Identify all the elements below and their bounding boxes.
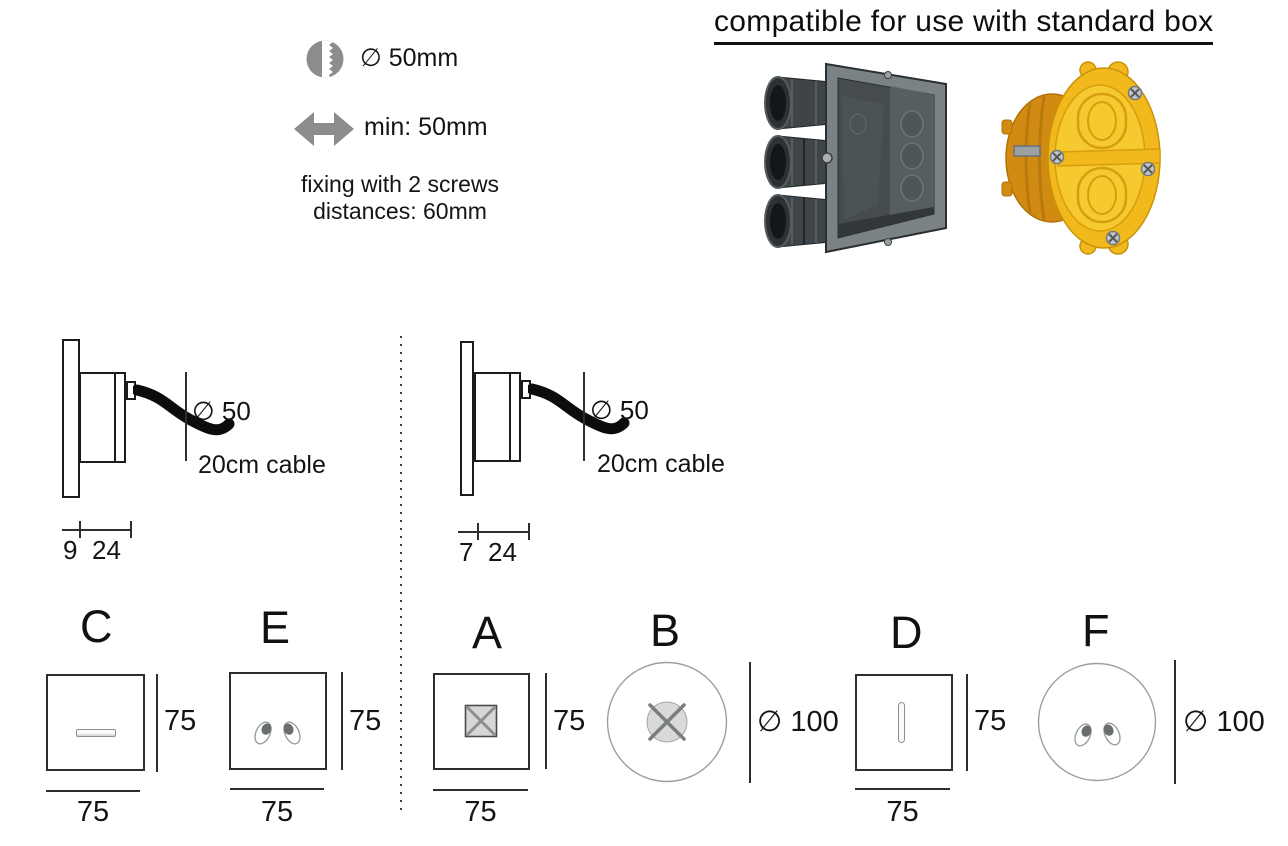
diameter-reference-line (185, 372, 187, 461)
diameter-label: ∅ 50 (192, 396, 251, 426)
width-value: 75 (886, 796, 919, 828)
width-dimension-line (855, 788, 950, 790)
hole-saw-icon (306, 40, 344, 78)
height-value: 75 (553, 705, 586, 737)
body-depth-value: 24 (92, 535, 121, 565)
model-letter: B (650, 605, 681, 656)
diameter-label: ∅ 50 (590, 395, 649, 425)
fixing-note-line1: fixing with 2 screws (300, 171, 500, 197)
faceplate-profile (62, 339, 80, 498)
dimension-tick (528, 523, 530, 540)
model-letter: F (1082, 605, 1110, 656)
depth-dimension-line (62, 529, 132, 531)
front-face-circle (1037, 662, 1157, 782)
height-value: 75 (974, 705, 1007, 737)
diameter-value: ∅ 100 (757, 706, 839, 738)
width-value: 75 (76, 796, 110, 828)
width-value: 75 (260, 796, 294, 828)
width-dimension-line (46, 790, 140, 792)
body-inner-edge-line (509, 374, 511, 460)
width-value: 75 (464, 796, 497, 828)
dimension-tick (130, 521, 132, 538)
min-depth-label: min: 50mm (364, 113, 488, 141)
center-cross-square (464, 704, 498, 738)
cable-length-label: 20cm cable (597, 450, 725, 478)
height-value: 75 (164, 705, 197, 737)
body-profile (474, 372, 521, 462)
led-eyes (251, 716, 305, 750)
fixing-note-line2: distances: 60mm (313, 198, 487, 224)
body-depth-value: 24 (488, 537, 517, 567)
dimension-tick (79, 521, 81, 538)
model-letter: E (260, 602, 291, 653)
body-inner-edge-line (114, 374, 116, 461)
height-dimension-line (156, 674, 158, 772)
depth-arrow-icon (294, 110, 354, 148)
dimension-tick (477, 523, 479, 540)
diameter-reference-line (583, 372, 585, 461)
diameter-value: ∅ 100 (1183, 706, 1265, 738)
body-profile (79, 372, 126, 463)
hole-diameter-label: ∅ 50mm (360, 44, 459, 72)
yellow-round-box-photo (1000, 60, 1186, 256)
grey-flush-box-photo (758, 54, 954, 260)
height-value: 75 (349, 705, 382, 737)
height-dimension-line (341, 672, 343, 770)
height-dimension-line (966, 674, 968, 771)
plate-depth-value: 9 (63, 535, 78, 565)
front-face-square (46, 674, 145, 771)
depth-dimension-line (458, 531, 530, 533)
front-face-circle (606, 661, 728, 783)
horizontal-slot (76, 729, 116, 737)
vertical-slot (898, 702, 905, 743)
faceplate-profile (460, 341, 474, 496)
cable-length-label: 20cm cable (198, 451, 326, 479)
model-letter: A (472, 607, 503, 658)
height-dimension-line (545, 673, 547, 769)
width-dimension-line (230, 788, 324, 790)
model-letter: D (890, 607, 923, 658)
model-letter: C (80, 601, 113, 652)
diameter-dimension-line (1174, 660, 1176, 784)
compatibility-title: compatible for use with standard box (714, 5, 1213, 45)
section-divider-dotted-line (400, 336, 402, 812)
plate-depth-value: 7 (459, 537, 474, 567)
width-dimension-line (433, 789, 528, 791)
diameter-dimension-line (749, 662, 751, 783)
